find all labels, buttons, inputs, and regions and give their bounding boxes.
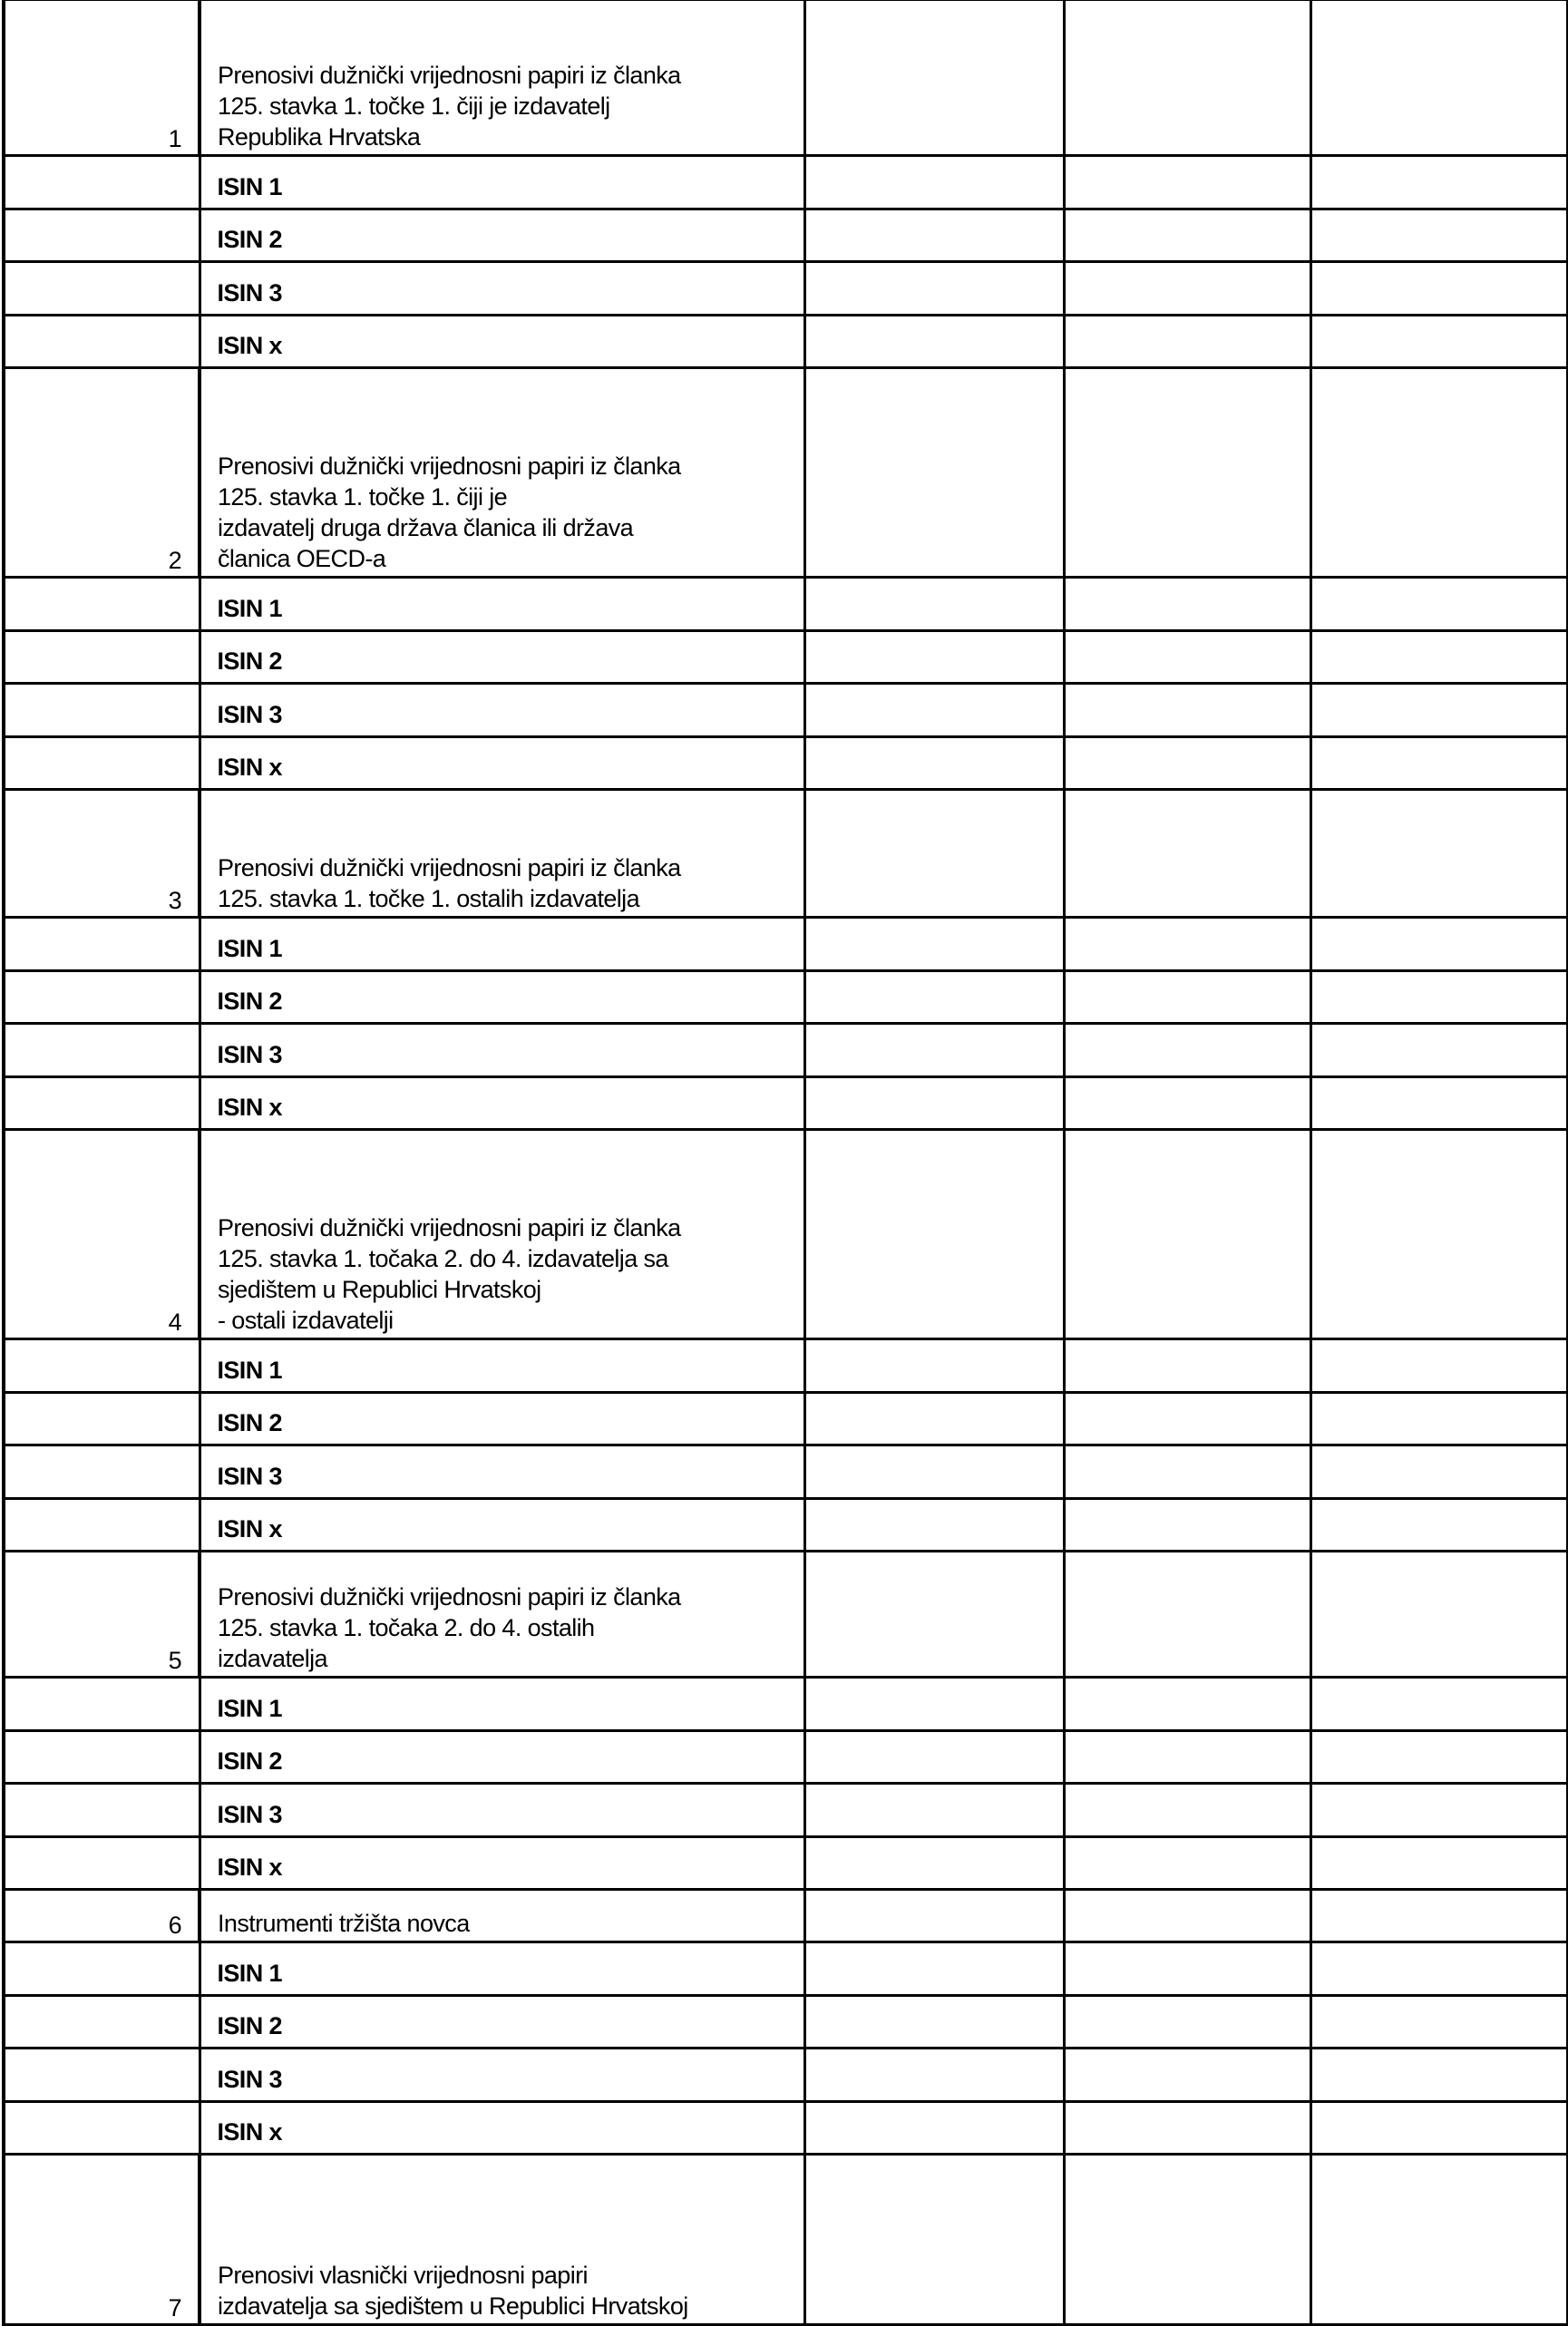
value-cell[interactable] — [804, 2049, 1064, 2102]
value-cell[interactable] — [1310, 156, 1568, 209]
empty-number-cell — [4, 1076, 200, 1130]
value-cell[interactable] — [1310, 209, 1568, 262]
value-cell[interactable] — [1064, 970, 1310, 1024]
value-cell[interactable] — [1064, 1445, 1310, 1499]
section-number: 6 — [4, 1890, 200, 1942]
value-cell[interactable] — [804, 2155, 1064, 2325]
isin-row — [4, 1678, 1568, 1731]
isin-label: ISIN 1 — [200, 578, 804, 631]
empty-number-cell — [4, 684, 200, 737]
value-cell[interactable] — [804, 736, 1064, 790]
section-title-line: izdavatelja — [218, 1645, 327, 1672]
isin-row — [4, 1445, 1568, 1499]
value-cell[interactable] — [1310, 1995, 1568, 2049]
isin-label: ISIN 3 — [200, 1445, 804, 1499]
value-cell[interactable] — [1310, 368, 1568, 578]
isin-label: ISIN x — [200, 1498, 804, 1552]
section-title-line: izdavatelja sa sjedištem u Republici Hrvatskoj — [218, 2292, 688, 2320]
isin-label: ISIN 1 — [200, 1339, 804, 1393]
isin-row — [4, 1784, 1568, 1837]
value-cell[interactable] — [804, 1836, 1064, 1890]
value-cell[interactable] — [1310, 918, 1568, 971]
section-row — [4, 1130, 1568, 1339]
isin-row — [4, 209, 1568, 262]
isin-label: ISIN x — [200, 315, 804, 368]
value-cell[interactable] — [1064, 1784, 1310, 1837]
isin-label: ISIN 2 — [200, 1392, 804, 1445]
isin-row — [4, 684, 1568, 737]
value-cell[interactable] — [804, 1392, 1064, 1445]
value-cell[interactable] — [1064, 1130, 1310, 1339]
value-cell[interactable] — [804, 1890, 1064, 1942]
value-cell[interactable] — [1310, 1392, 1568, 1445]
value-cell[interactable] — [804, 2101, 1064, 2155]
empty-number-cell — [4, 315, 200, 368]
isin-row — [4, 1836, 1568, 1890]
value-cell[interactable] — [1064, 918, 1310, 971]
isin-label: ISIN 1 — [200, 918, 804, 971]
value-cell[interactable] — [1064, 156, 1310, 209]
section-title-line: Prenosivi vlasnički vrijednosni papiri — [218, 2262, 588, 2289]
value-cell[interactable] — [1064, 2049, 1310, 2102]
section-title-line: Prenosivi dužnički vrijednosni papiri iz članka — [218, 1583, 681, 1611]
value-cell[interactable] — [1310, 1339, 1568, 1393]
section-number: 2 — [4, 368, 200, 578]
isin-label: ISIN 3 — [200, 1784, 804, 1837]
value-cell[interactable] — [1310, 1552, 1568, 1678]
value-cell[interactable] — [1310, 578, 1568, 631]
value-cell[interactable] — [804, 1339, 1064, 1393]
value-cell[interactable] — [804, 1552, 1064, 1678]
value-cell[interactable] — [1064, 2101, 1310, 2155]
value-cell[interactable] — [1310, 262, 1568, 316]
value-cell[interactable] — [1064, 1995, 1310, 2049]
value-cell[interactable] — [1064, 1339, 1310, 1393]
section-title — [200, 790, 804, 918]
value-cell[interactable] — [804, 0, 1064, 156]
isin-row — [4, 1942, 1568, 1996]
value-cell[interactable] — [1064, 1392, 1310, 1445]
section-number: 3 — [4, 790, 200, 918]
isin-label: ISIN 2 — [200, 1730, 804, 1784]
value-cell[interactable] — [1064, 630, 1310, 684]
value-cell[interactable] — [1310, 970, 1568, 1024]
value-cell[interactable] — [1310, 1784, 1568, 1837]
isin-row — [4, 2101, 1568, 2155]
value-cell[interactable] — [1064, 368, 1310, 578]
section-title-line: 125. stavka 1. točke 1. čiji je — [218, 483, 508, 511]
isin-label: ISIN 2 — [200, 209, 804, 262]
value-cell[interactable] — [1064, 1076, 1310, 1130]
value-cell[interactable] — [1064, 1678, 1310, 1731]
isin-row — [4, 970, 1568, 1024]
value-cell[interactable] — [804, 578, 1064, 631]
value-cell[interactable] — [804, 315, 1064, 368]
isin-row — [4, 1024, 1568, 1077]
section-title-line: Prenosivi dužnički vrijednosni papiri iz članka — [218, 854, 681, 881]
value-cell[interactable] — [1064, 209, 1310, 262]
isin-label: ISIN 1 — [200, 1678, 804, 1731]
value-cell[interactable] — [1310, 1730, 1568, 1784]
isin-row — [4, 1995, 1568, 2049]
value-cell[interactable] — [804, 970, 1064, 1024]
section-row — [4, 1890, 1568, 1942]
section-title — [200, 2155, 804, 2325]
value-cell[interactable] — [1064, 1730, 1310, 1784]
value-cell[interactable] — [804, 1995, 1064, 2049]
value-cell[interactable] — [1310, 1445, 1568, 1499]
value-cell[interactable] — [1310, 684, 1568, 737]
value-cell[interactable] — [1310, 315, 1568, 368]
section-title — [200, 1890, 804, 1942]
empty-number-cell — [4, 578, 200, 631]
section-title-line: Prenosivi dužnički vrijednosni papiri iz članka — [218, 62, 681, 89]
isin-row — [4, 578, 1568, 631]
section-title-line: članica OECD-a — [218, 545, 386, 572]
empty-number-cell — [4, 1784, 200, 1837]
section-title-line: Republika Hrvatska — [218, 123, 421, 151]
value-cell[interactable] — [1064, 1024, 1310, 1077]
section-title-line: - ostali izdavatelji — [218, 1307, 394, 1334]
isin-row — [4, 262, 1568, 316]
isin-row — [4, 1498, 1568, 1552]
empty-number-cell — [4, 2101, 200, 2155]
value-cell[interactable] — [1310, 1076, 1568, 1130]
value-cell[interactable] — [1310, 1836, 1568, 1890]
value-cell[interactable] — [1310, 1678, 1568, 1731]
value-cell[interactable] — [1064, 736, 1310, 790]
value-cell[interactable] — [1310, 630, 1568, 684]
empty-number-cell — [4, 1942, 200, 1996]
value-cell[interactable] — [804, 630, 1064, 684]
value-cell[interactable] — [804, 918, 1064, 971]
section-row — [4, 0, 1568, 156]
empty-number-cell — [4, 1339, 200, 1393]
value-cell[interactable] — [1064, 315, 1310, 368]
value-cell[interactable] — [1064, 262, 1310, 316]
value-cell[interactable] — [804, 1024, 1064, 1077]
isin-row — [4, 630, 1568, 684]
value-cell[interactable] — [1310, 2049, 1568, 2102]
value-cell[interactable] — [1310, 1024, 1568, 1077]
isin-label: ISIN 1 — [200, 1942, 804, 1996]
empty-number-cell — [4, 1498, 200, 1552]
isin-row — [4, 736, 1568, 790]
value-cell[interactable] — [804, 1678, 1064, 1731]
value-cell[interactable] — [1310, 790, 1568, 918]
value-cell[interactable] — [804, 156, 1064, 209]
section-title — [200, 1130, 804, 1339]
section-title-line: izdavatelj druga država članica ili država — [218, 514, 634, 541]
empty-number-cell — [4, 1392, 200, 1445]
isin-label: ISIN 2 — [200, 630, 804, 684]
value-cell[interactable] — [1064, 0, 1310, 156]
empty-number-cell — [4, 630, 200, 684]
isin-row — [4, 1076, 1568, 1130]
value-cell[interactable] — [804, 1784, 1064, 1837]
isin-label: ISIN 3 — [200, 2049, 804, 2102]
value-cell[interactable] — [804, 684, 1064, 737]
isin-label: ISIN 2 — [200, 1995, 804, 2049]
isin-row — [4, 1730, 1568, 1784]
value-cell[interactable] — [1064, 1942, 1310, 1996]
section-title-line: 125. stavka 1. točke 1. čiji je izdavatelj — [218, 92, 610, 120]
section-number: 7 — [4, 2155, 200, 2325]
value-cell[interactable] — [804, 368, 1064, 578]
section-title-line: 125. stavka 1. točke 1. ostalih izdavatelja — [218, 885, 639, 912]
section-title — [200, 368, 804, 578]
section-title-line: 125. stavka 1. točaka 2. do 4. ostalih — [218, 1614, 595, 1641]
isin-row — [4, 1339, 1568, 1393]
value-cell[interactable] — [1310, 736, 1568, 790]
value-cell[interactable] — [1310, 2101, 1568, 2155]
isin-label: ISIN 2 — [200, 970, 804, 1024]
empty-number-cell — [4, 2049, 200, 2102]
section-title-line: 125. stavka 1. točaka 2. do 4. izdavatelja sa — [218, 1245, 668, 1272]
value-cell[interactable] — [1064, 2155, 1310, 2325]
section-number: 5 — [4, 1552, 200, 1678]
value-cell[interactable] — [804, 209, 1064, 262]
value-cell[interactable] — [1064, 684, 1310, 737]
value-cell[interactable] — [804, 262, 1064, 316]
isin-row — [4, 156, 1568, 209]
empty-number-cell — [4, 209, 200, 262]
section-title-line: sjedištem u Republici Hrvatskoj — [218, 1276, 541, 1303]
value-cell[interactable] — [804, 790, 1064, 918]
value-cell[interactable] — [804, 1445, 1064, 1499]
empty-number-cell — [4, 1445, 200, 1499]
value-cell[interactable] — [1064, 578, 1310, 631]
value-cell[interactable] — [1064, 1890, 1310, 1942]
value-cell[interactable] — [1064, 1498, 1310, 1552]
section-title-line: Instrumenti tržišta novca — [218, 1910, 470, 1937]
value-cell[interactable] — [804, 1498, 1064, 1552]
isin-label: ISIN 3 — [200, 684, 804, 737]
value-cell[interactable] — [1310, 1890, 1568, 1942]
value-cell[interactable] — [804, 1076, 1064, 1130]
isin-row — [4, 315, 1568, 368]
isin-label: ISIN x — [200, 1076, 804, 1130]
value-cell[interactable] — [1310, 2155, 1568, 2325]
section-row — [4, 368, 1568, 578]
isin-label: ISIN x — [200, 736, 804, 790]
empty-number-cell — [4, 156, 200, 209]
isin-label: ISIN 3 — [200, 262, 804, 316]
section-title — [200, 1552, 804, 1678]
section-title-line: Prenosivi dužnički vrijednosni papiri iz članka — [218, 1214, 681, 1241]
value-cell[interactable] — [804, 1130, 1064, 1339]
isin-row — [4, 1392, 1568, 1445]
value-cell[interactable] — [1310, 1130, 1568, 1339]
value-cell[interactable] — [1064, 790, 1310, 918]
value-cell[interactable] — [1310, 0, 1568, 156]
value-cell[interactable] — [1064, 1836, 1310, 1890]
value-cell[interactable] — [1064, 1552, 1310, 1678]
section-title — [200, 0, 804, 156]
value-cell[interactable] — [804, 1942, 1064, 1996]
empty-number-cell — [4, 736, 200, 790]
empty-number-cell — [4, 918, 200, 971]
isin-row — [4, 918, 1568, 971]
empty-number-cell — [4, 1836, 200, 1890]
empty-number-cell — [4, 1995, 200, 2049]
isin-row — [4, 2049, 1568, 2102]
isin-label: ISIN 1 — [200, 156, 804, 209]
securities-table — [2, 0, 1568, 2326]
isin-label: ISIN x — [200, 1836, 804, 1890]
section-row — [4, 2155, 1568, 2325]
section-row — [4, 790, 1568, 918]
section-title-line: Prenosivi dužnički vrijednosni papiri iz članka — [218, 453, 681, 480]
empty-number-cell — [4, 262, 200, 316]
isin-label: ISIN 3 — [200, 1024, 804, 1077]
empty-number-cell — [4, 1024, 200, 1077]
section-number: 1 — [4, 0, 200, 156]
value-cell[interactable] — [1310, 1942, 1568, 1996]
empty-number-cell — [4, 970, 200, 1024]
empty-number-cell — [4, 1730, 200, 1784]
value-cell[interactable] — [804, 1730, 1064, 1784]
empty-number-cell — [4, 1678, 200, 1731]
section-row — [4, 1552, 1568, 1678]
isin-label: ISIN x — [200, 2101, 804, 2155]
section-number: 4 — [4, 1130, 200, 1339]
value-cell[interactable] — [1310, 1498, 1568, 1552]
